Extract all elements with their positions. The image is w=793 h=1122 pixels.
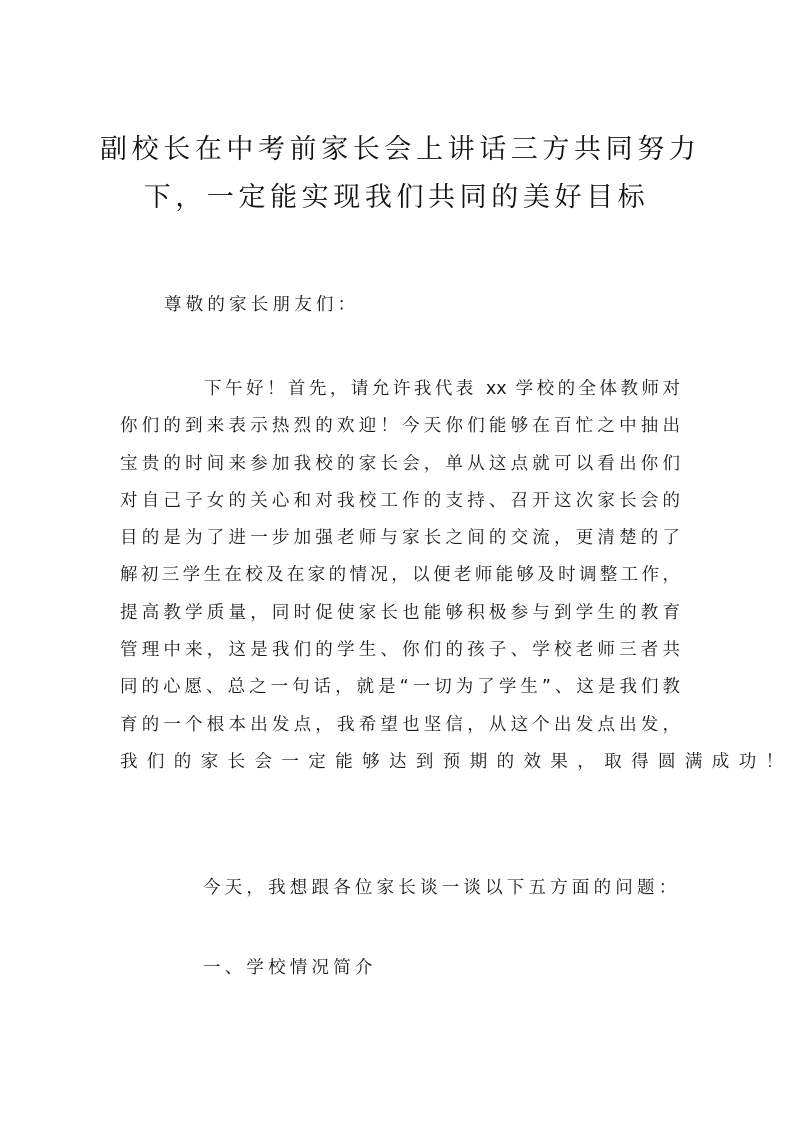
paragraph-line: 同的心愿、总之一句话，就是“一切为了学生”、这是我们教 (120, 677, 680, 698)
title-line: 副校长在中考前家长会上讲话三方共同努力 (100, 134, 701, 165)
paragraph-line: 你们的到来表示热烈的欢迎！今天你们能够在百忙之中抽出 (120, 416, 680, 437)
paragraph-line: 管理中来，这是我们的学生、你们的孩子、学校老师三者共 (120, 640, 680, 661)
salutation: 尊敬的家长朋友们： (164, 295, 360, 315)
body-paragraph (120, 371, 793, 781)
paragraph-line: 提高教学质量，同时促使家长也能够积极参与到学生的教育 (120, 602, 680, 623)
paragraph-line: 我们的家长会一定能够达到预期的效果，取得圆满成功！ (120, 751, 793, 772)
paragraph-line: 对自己子女的关心和对我校工作的支持、召开这次家长会的 (120, 490, 680, 511)
section-heading: 一、学校情况简介 (203, 958, 377, 978)
paragraph-line: 下午好！首先，请允许我代表 xx 学校的全体教师对 (204, 379, 680, 399)
paragraph-line: 宝贵的时间来参加我校的家长会，单从这点就可以看出你们 (120, 453, 680, 474)
paragraph-line: 育的一个根本出发点，我希望也坚信，从这个出发点出发， (120, 714, 680, 735)
paragraph-line: 解初三学生在校及在家的情况，以便老师能够及时调整工作， (120, 565, 680, 586)
document-title (100, 126, 701, 222)
title-line: 下，一定能实现我们共同的美好目标 (143, 182, 650, 213)
intro-sentence: 今天，我想跟各位家长谈一谈以下五方面的问题： (203, 878, 681, 898)
paragraph-line: 目的是为了进一步加强老师与家长之间的交流，更清楚的了 (120, 528, 680, 549)
